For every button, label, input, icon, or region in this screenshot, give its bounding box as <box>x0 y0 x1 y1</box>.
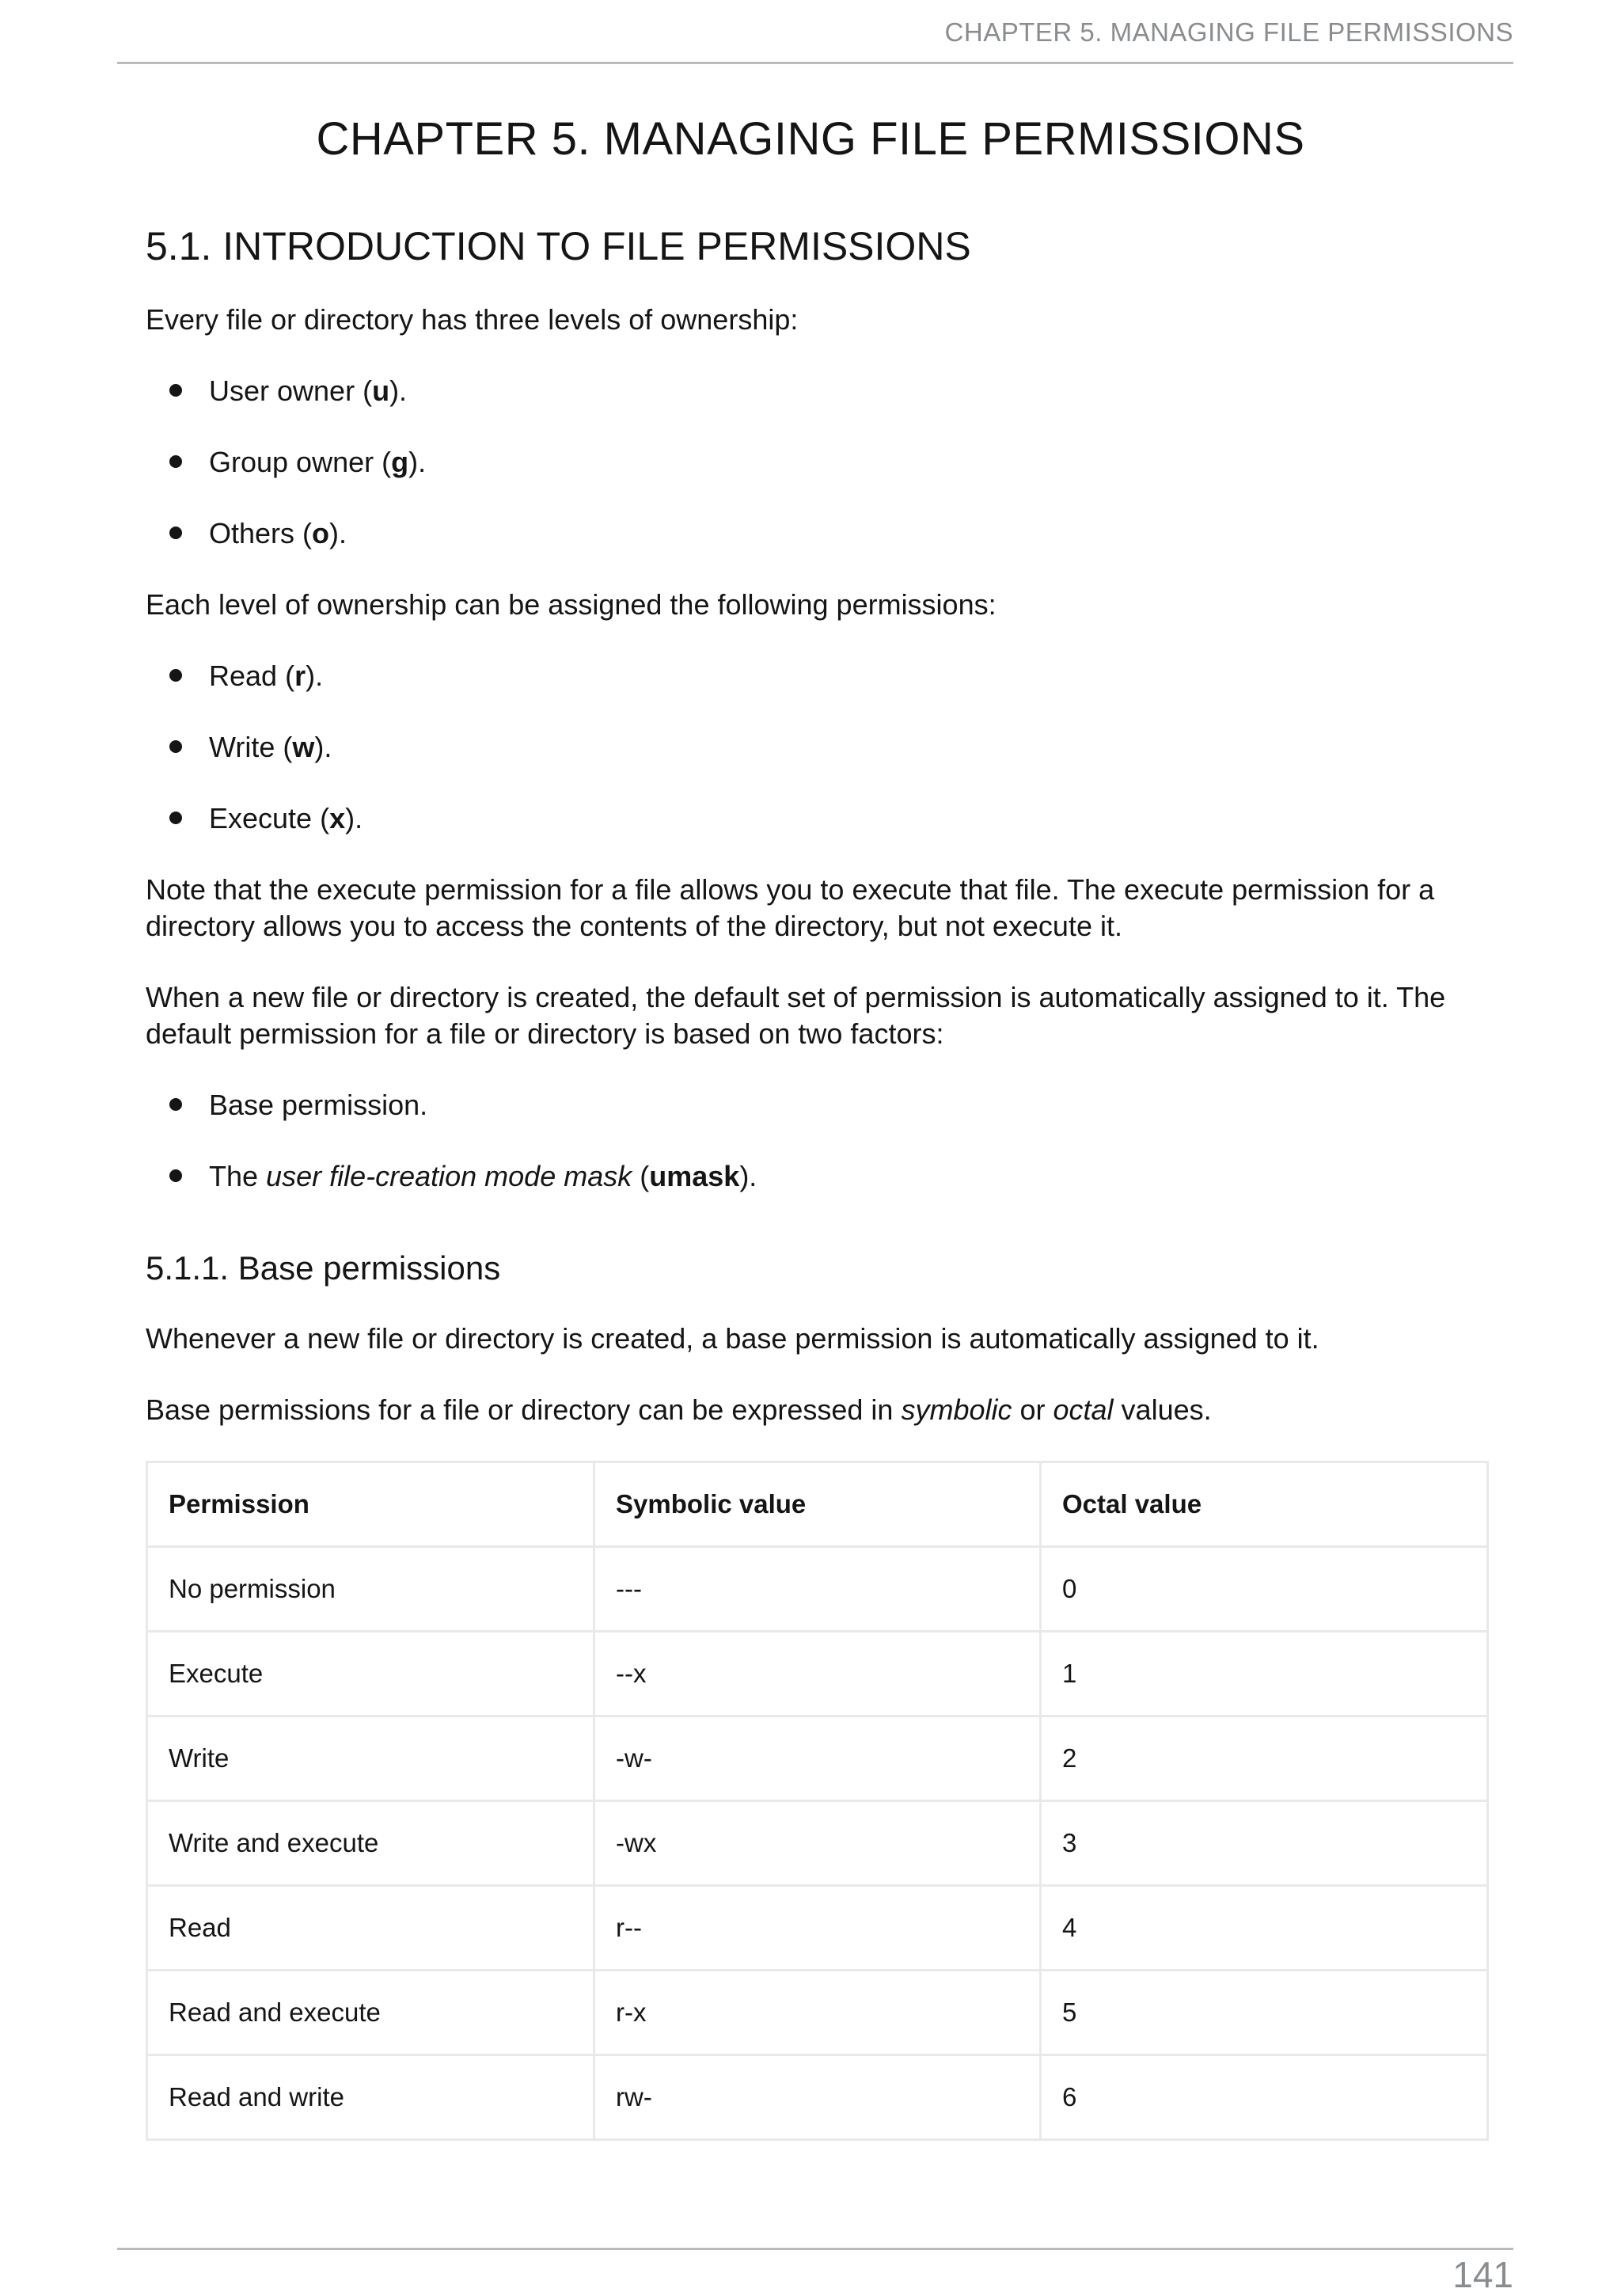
header-rule <box>117 62 1513 64</box>
table-row <box>147 2055 1488 2140</box>
table-cell: Read and execute <box>147 1971 594 2055</box>
table-cell: Read <box>147 1886 594 1971</box>
table-row <box>147 1716 1488 1801</box>
bullet-icon <box>169 455 182 468</box>
table-cell: 1 <box>1041 1632 1488 1716</box>
table-cell: -wx <box>594 1801 1041 1886</box>
table-row <box>147 1547 1488 1632</box>
chapter-title: CHAPTER 5. MANAGING FILE PERMISSIONS <box>316 113 1305 165</box>
table-cell: 2 <box>1041 1716 1488 1801</box>
column-header-symbolic: Symbolic value <box>594 1462 1041 1547</box>
column-header-permission: Permission <box>147 1462 594 1547</box>
footer-rule <box>117 2248 1513 2250</box>
base-permissions-table <box>146 1461 1489 2141</box>
list-item: Read (r). <box>209 658 323 694</box>
bullet-icon <box>169 526 182 539</box>
table-row <box>147 1632 1488 1716</box>
table-cell: Read and write <box>147 2055 594 2140</box>
bullet-icon <box>169 669 182 682</box>
bullet-icon <box>169 384 182 397</box>
list-item: Execute (x). <box>209 800 363 837</box>
execute-note: Note that the execute permission for a file allows you to execute that file. The execute permission for a directory allows you to access the contents of the directory, but not execute it. <box>146 873 1435 942</box>
table-cell: -w- <box>594 1716 1041 1801</box>
symbolic-octal-paragraph: Base permissions for a file or directory can be expressed in symbolic or octal values. <box>146 1393 1212 1426</box>
list-item: Base permission. <box>209 1087 427 1123</box>
table-cell: r-- <box>594 1886 1041 1971</box>
table-cell: 5 <box>1041 1971 1488 2055</box>
running-header: CHAPTER 5. MANAGING FILE PERMISSIONS <box>944 17 1513 47</box>
base-permission-paragraph: Whenever a new file or directory is created, a base permission is automatically assigned to it. <box>146 1322 1319 1355</box>
table-cell: --- <box>594 1547 1041 1632</box>
bullet-icon <box>169 1098 182 1111</box>
table-cell: Execute <box>147 1632 594 1716</box>
table-row <box>147 1886 1488 1971</box>
bullet-icon <box>169 812 182 824</box>
table-cell: r-x <box>594 1971 1041 2055</box>
table-cell: Write and execute <box>147 1801 594 1886</box>
table-cell: rw- <box>594 2055 1041 2140</box>
list-item: User owner (u). <box>209 373 407 409</box>
permissions-intro: Each level of ownership can be assigned the following permissions: <box>146 588 997 621</box>
ownership-intro: Every file or directory has three levels of ownership: <box>146 303 799 336</box>
table-cell: 3 <box>1041 1801 1488 1886</box>
list-item: The user file-creation mode mask (umask). <box>209 1158 757 1195</box>
table-cell: Write <box>147 1716 594 1801</box>
page-number: 141 <box>1452 2254 1513 2295</box>
table-cell: 0 <box>1041 1547 1488 1632</box>
table-header-row <box>147 1462 1488 1547</box>
table-cell: 4 <box>1041 1886 1488 1971</box>
list-item: Group owner (g). <box>209 444 426 481</box>
column-header-octal: Octal value <box>1041 1462 1488 1547</box>
bullet-icon <box>169 1169 182 1182</box>
default-permission-paragraph: When a new file or directory is created, the default set of permission is automatically assigned to it. The default permission for a file or directory is based on two factors: <box>146 981 1446 1050</box>
table-cell: 6 <box>1041 2055 1488 2140</box>
section-title: 5.1. INTRODUCTION TO FILE PERMISSIONS <box>146 224 971 268</box>
table-row <box>147 1971 1488 2055</box>
table-cell: No permission <box>147 1547 594 1632</box>
list-item: Write (w). <box>209 729 332 766</box>
table-row <box>147 1801 1488 1886</box>
list-item: Others (o). <box>209 515 347 552</box>
bullet-icon <box>169 740 182 753</box>
subsection-title: 5.1.1. Base permissions <box>146 1249 501 1287</box>
table-cell: --x <box>594 1632 1041 1716</box>
